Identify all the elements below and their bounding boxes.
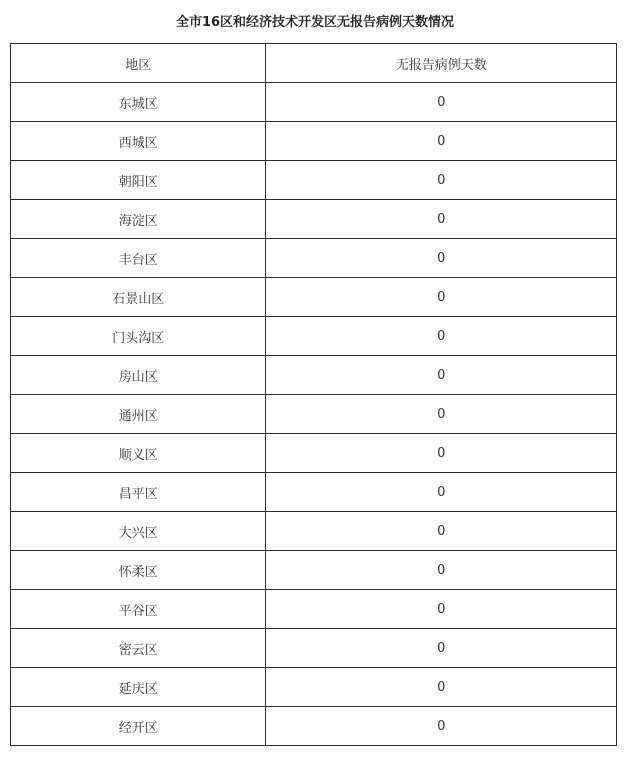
days-cell: 0 bbox=[266, 278, 617, 317]
days-cell: 0 bbox=[266, 512, 617, 551]
table-row bbox=[11, 356, 617, 395]
days-cell: 0 bbox=[266, 161, 617, 200]
region-cell: 密云区 bbox=[11, 629, 266, 668]
table-row bbox=[11, 161, 617, 200]
region-cell: 石景山区 bbox=[11, 278, 266, 317]
region-cell: 通州区 bbox=[11, 395, 266, 434]
table-row bbox=[11, 629, 617, 668]
table-row bbox=[11, 395, 617, 434]
table-row bbox=[11, 122, 617, 161]
table-row bbox=[11, 668, 617, 707]
header-region: 地区 bbox=[11, 44, 266, 83]
table-row bbox=[11, 239, 617, 278]
days-cell: 0 bbox=[266, 551, 617, 590]
region-cell: 海淀区 bbox=[11, 200, 266, 239]
table-row bbox=[11, 317, 617, 356]
days-cell: 0 bbox=[266, 356, 617, 395]
table-row bbox=[11, 434, 617, 473]
days-cell: 0 bbox=[266, 200, 617, 239]
region-cell: 平谷区 bbox=[11, 590, 266, 629]
table-row bbox=[11, 551, 617, 590]
days-cell: 0 bbox=[266, 473, 617, 512]
table-row bbox=[11, 278, 617, 317]
days-cell: 0 bbox=[266, 707, 617, 746]
days-cell: 0 bbox=[266, 590, 617, 629]
region-cell: 房山区 bbox=[11, 356, 266, 395]
days-cell: 0 bbox=[266, 629, 617, 668]
region-cell: 东城区 bbox=[11, 83, 266, 122]
header-no-case-days: 无报告病例天数 bbox=[266, 44, 617, 83]
region-cell: 丰台区 bbox=[11, 239, 266, 278]
table-row bbox=[11, 512, 617, 551]
days-cell: 0 bbox=[266, 83, 617, 122]
region-cell: 顺义区 bbox=[11, 434, 266, 473]
region-cell: 昌平区 bbox=[11, 473, 266, 512]
table-row bbox=[11, 473, 617, 512]
days-cell: 0 bbox=[266, 395, 617, 434]
days-cell: 0 bbox=[266, 122, 617, 161]
table-row bbox=[11, 590, 617, 629]
region-cell: 延庆区 bbox=[11, 668, 266, 707]
no-case-days-table bbox=[10, 43, 617, 746]
days-cell: 0 bbox=[266, 668, 617, 707]
table-row bbox=[11, 200, 617, 239]
days-cell: 0 bbox=[266, 239, 617, 278]
table-header bbox=[11, 44, 617, 83]
header-row bbox=[11, 44, 617, 83]
page-title: 全市16区和经济技术开发区无报告病例天数情况 bbox=[175, 15, 455, 30]
days-cell: 0 bbox=[266, 434, 617, 473]
region-cell: 经开区 bbox=[11, 707, 266, 746]
region-cell: 门头沟区 bbox=[11, 317, 266, 356]
region-cell: 西城区 bbox=[11, 122, 266, 161]
region-cell: 大兴区 bbox=[11, 512, 266, 551]
table-row bbox=[11, 83, 617, 122]
table-body bbox=[11, 83, 617, 746]
region-cell: 朝阳区 bbox=[11, 161, 266, 200]
table-row bbox=[11, 707, 617, 746]
days-cell: 0 bbox=[266, 317, 617, 356]
region-cell: 怀柔区 bbox=[11, 551, 266, 590]
